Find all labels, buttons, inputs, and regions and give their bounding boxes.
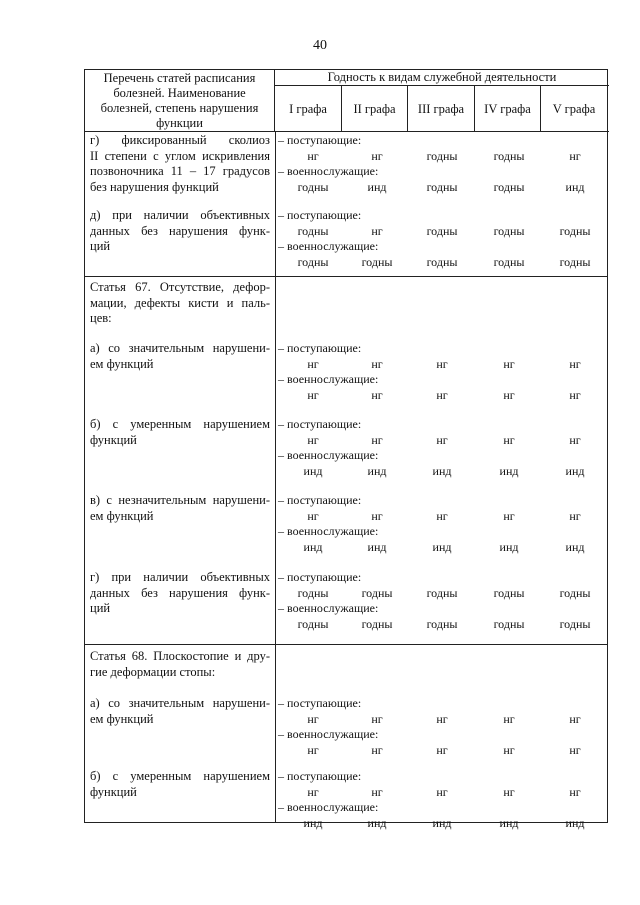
fitness-value: нг xyxy=(503,742,515,757)
header-col-3: III графа xyxy=(407,86,474,132)
description-line: функций xyxy=(90,784,137,799)
fitness-value: нг xyxy=(371,432,383,447)
description-line: ем функций xyxy=(90,508,154,523)
fitness-value: нг xyxy=(436,742,448,757)
row-description xyxy=(90,280,270,327)
fitness-value: годны xyxy=(493,148,525,163)
fitness-value: нг xyxy=(569,784,581,799)
fitness-value: нг xyxy=(503,711,515,726)
fitness-value: годны xyxy=(559,254,591,269)
fitness-value: годны xyxy=(297,223,329,238)
row-values xyxy=(278,341,608,403)
fitness-value: нг xyxy=(569,711,581,726)
row-description xyxy=(90,417,270,448)
applicants-label: – поступающие: xyxy=(278,208,362,222)
applicants-values xyxy=(278,785,608,801)
column-divider xyxy=(275,132,276,822)
fitness-value: нг xyxy=(371,711,383,726)
fitness-value: нг xyxy=(307,784,319,799)
fitness-value: нг xyxy=(569,432,581,447)
fitness-value: нг xyxy=(503,432,515,447)
fitness-value: нг xyxy=(436,356,448,371)
header-fitness-title: Годность к видам служебной деятельности xyxy=(275,70,609,86)
fitness-value: годны xyxy=(426,179,458,194)
servicemen-values xyxy=(278,464,608,480)
fitness-value: годны xyxy=(493,223,525,238)
fitness-value: инд xyxy=(432,539,452,554)
description-line: а) со значительным нарушени- xyxy=(90,696,270,710)
fitness-value: инд xyxy=(565,463,585,478)
servicemen-label: – военнослужащие: xyxy=(278,601,379,615)
fitness-value: нг xyxy=(503,508,515,523)
description-line: Статья 67. Отсутствие, дефор- xyxy=(90,280,270,294)
description-line: д) при наличии объективных xyxy=(90,208,270,222)
applicants-label: – поступающие: xyxy=(278,493,362,507)
description-line: Статья 68. Плоскостопие и дру- xyxy=(90,649,270,663)
fitness-value: нг xyxy=(436,508,448,523)
applicants-label: – поступающие: xyxy=(278,341,362,355)
fitness-value: нг xyxy=(569,508,581,523)
fitness-value: инд xyxy=(432,815,452,830)
header-disease-list xyxy=(85,70,275,132)
header-col-5: V графа xyxy=(540,86,607,132)
fitness-value: нг xyxy=(436,711,448,726)
row-description xyxy=(90,133,270,195)
applicants-values xyxy=(278,509,608,525)
fitness-value: нг xyxy=(371,356,383,371)
row-values xyxy=(278,417,608,479)
description-line: данных без нарушения функ- xyxy=(90,585,270,600)
description-line: позвоночника 11 – 17 градусов xyxy=(90,164,270,178)
description-line: ем функций xyxy=(90,711,154,726)
fitness-value: инд xyxy=(303,815,323,830)
row-divider-article-68 xyxy=(85,644,607,645)
description-line: ем функций xyxy=(90,356,154,371)
row-values xyxy=(278,570,608,632)
description-line: в) с незначительным нарушени- xyxy=(90,493,270,507)
fitness-value: годны xyxy=(493,585,525,600)
servicemen-values xyxy=(278,388,608,404)
header-columns xyxy=(275,86,609,132)
row-description xyxy=(90,208,270,255)
row-description xyxy=(90,341,270,372)
fitness-value: нг xyxy=(307,148,319,163)
fitness-value: инд xyxy=(499,815,519,830)
row-values xyxy=(278,133,608,195)
fitness-value: нг xyxy=(307,387,319,402)
fitness-value: нг xyxy=(371,742,383,757)
applicants-values xyxy=(278,149,608,165)
row-divider-article-67 xyxy=(85,276,607,277)
fitness-value: годны xyxy=(493,179,525,194)
fitness-value: нг xyxy=(436,432,448,447)
applicants-label: – поступающие: xyxy=(278,570,362,584)
fitness-value: инд xyxy=(303,539,323,554)
servicemen-label: – военнослужащие: xyxy=(278,800,379,814)
applicants-values xyxy=(278,433,608,449)
header-left-line: болезней. Наименование xyxy=(113,86,246,100)
fitness-value: годны xyxy=(297,254,329,269)
servicemen-label: – военнослужащие: xyxy=(278,164,379,178)
header-fitness xyxy=(275,70,609,132)
fitness-value: годны xyxy=(361,585,393,600)
applicants-label: – поступающие: xyxy=(278,417,362,431)
fitness-value: инд xyxy=(565,815,585,830)
row-description xyxy=(90,696,270,727)
fitness-value: нг xyxy=(503,387,515,402)
fitness-value: нг xyxy=(503,356,515,371)
fitness-value: инд xyxy=(499,539,519,554)
fitness-value: инд xyxy=(565,539,585,554)
servicemen-values xyxy=(278,617,608,633)
applicants-values xyxy=(278,357,608,373)
header-left-line: Перечень статей расписания xyxy=(103,71,256,85)
description-line: б) с умеренным нарушением xyxy=(90,769,270,783)
fitness-value: нг xyxy=(569,387,581,402)
servicemen-values xyxy=(278,540,608,556)
fitness-value: нг xyxy=(307,508,319,523)
description-line: г) фиксированный сколиоз xyxy=(90,133,270,147)
fitness-value: нг xyxy=(371,223,383,238)
servicemen-values xyxy=(278,180,608,196)
fitness-value: годны xyxy=(426,148,458,163)
applicants-values xyxy=(278,224,608,240)
fitness-table xyxy=(84,69,608,830)
description-line: мации, дефекты кисти и паль- xyxy=(90,295,270,310)
fitness-value: годны xyxy=(426,616,458,631)
fitness-value: годны xyxy=(361,616,393,631)
fitness-value: инд xyxy=(367,539,387,554)
servicemen-label: – военнослужащие: xyxy=(278,524,379,538)
fitness-value: годны xyxy=(559,585,591,600)
description-line: данных без нарушения функ- xyxy=(90,223,270,238)
fitness-value: нг xyxy=(569,148,581,163)
row-values xyxy=(278,769,608,831)
description-line: II степени с углом искривления xyxy=(90,148,270,163)
header-left-line: функции xyxy=(156,116,203,130)
servicemen-label: – военнослужащие: xyxy=(278,727,379,741)
description-line: без нарушения функций xyxy=(90,179,219,194)
header-col-1: I графа xyxy=(289,102,327,116)
fitness-value: инд xyxy=(367,815,387,830)
applicants-label: – поступающие: xyxy=(278,696,362,710)
fitness-value: годны xyxy=(297,179,329,194)
fitness-value: годны xyxy=(493,254,525,269)
row-values xyxy=(278,208,608,270)
fitness-value: годны xyxy=(426,254,458,269)
description-line: гие деформации стопы: xyxy=(90,664,216,679)
fitness-value: нг xyxy=(436,387,448,402)
fitness-value: годны xyxy=(559,616,591,631)
fitness-value: нг xyxy=(569,742,581,757)
header-col-2: II графа xyxy=(341,86,407,132)
fitness-value: инд xyxy=(367,463,387,478)
fitness-value: годны xyxy=(426,223,458,238)
fitness-value: инд xyxy=(499,463,519,478)
fitness-value: инд xyxy=(432,463,452,478)
fitness-value: нг xyxy=(371,784,383,799)
fitness-value: нг xyxy=(371,387,383,402)
servicemen-values xyxy=(278,743,608,759)
fitness-value: нг xyxy=(371,508,383,523)
row-values xyxy=(278,696,608,758)
row-description xyxy=(90,649,270,680)
servicemen-values xyxy=(278,255,608,271)
fitness-value: годны xyxy=(297,585,329,600)
servicemen-label: – военнослужащие: xyxy=(278,372,379,386)
description-line: ций xyxy=(90,239,111,253)
description-line: а) со значительным нарушени- xyxy=(90,341,270,355)
servicemen-label: – военнослужащие: xyxy=(278,448,379,462)
fitness-value: годны xyxy=(361,254,393,269)
fitness-value: нг xyxy=(503,784,515,799)
fitness-value: нг xyxy=(307,711,319,726)
fitness-value: годны xyxy=(297,616,329,631)
fitness-value: нг xyxy=(307,356,319,371)
description-line: функций xyxy=(90,432,137,447)
fitness-value: инд xyxy=(565,179,585,194)
fitness-value: годны xyxy=(493,616,525,631)
fitness-value: нг xyxy=(371,148,383,163)
fitness-value: инд xyxy=(303,463,323,478)
fitness-value: годны xyxy=(426,585,458,600)
fitness-value: нг xyxy=(307,432,319,447)
header-col-4: IV графа xyxy=(474,86,540,132)
description-line: г) при наличии объективных xyxy=(90,570,270,584)
description-line: ций xyxy=(90,601,111,615)
description-line: цев: xyxy=(90,311,112,325)
row-description xyxy=(90,570,270,617)
fitness-value: годны xyxy=(559,223,591,238)
description-line: б) с умеренным нарушением xyxy=(90,417,270,431)
header-left-line: болезней, степень нарушения xyxy=(100,101,259,115)
servicemen-values xyxy=(278,816,608,832)
fitness-value: нг xyxy=(569,356,581,371)
page-number: 40 xyxy=(313,38,327,53)
row-description xyxy=(90,493,270,524)
servicemen-label: – военнослужащие: xyxy=(278,239,379,253)
row-values xyxy=(278,493,608,555)
applicants-values xyxy=(278,586,608,602)
fitness-value: инд xyxy=(367,179,387,194)
fitness-value: нг xyxy=(307,742,319,757)
applicants-label: – поступающие: xyxy=(278,133,362,147)
applicants-label: – поступающие: xyxy=(278,769,362,783)
applicants-values xyxy=(278,712,608,728)
row-description xyxy=(90,769,270,800)
fitness-value: нг xyxy=(436,784,448,799)
